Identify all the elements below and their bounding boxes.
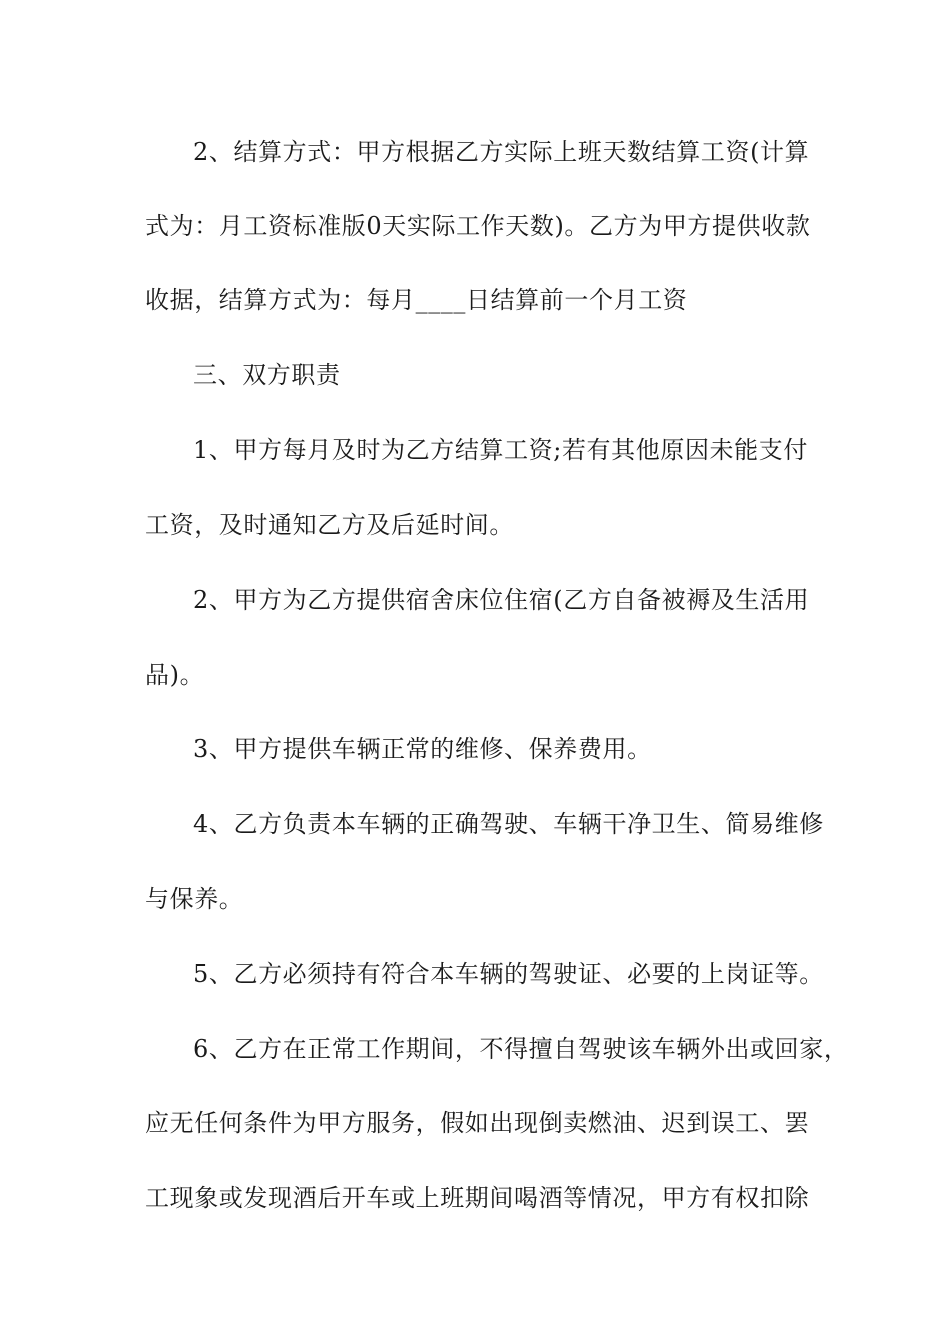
- duty-2-line-2: 品)。: [145, 661, 205, 689]
- section-heading-duties: 三、双方职责: [193, 361, 341, 389]
- duty-1-line-1: 1、甲方每月及时为乙方结算工资;若有其他原因未能支付: [193, 436, 808, 464]
- clause-2-settlement-line-2: 式为：月工资标准版0天实际工作天数)。乙方为甲方提供收款: [145, 212, 811, 240]
- duty-6-line-2: 应无任何条件为甲方服务，假如出现倒卖燃油、迟到误工、罢: [145, 1109, 810, 1137]
- duty-6-line-3: 工现象或发现酒后开车或上班期间喝酒等情况，甲方有权扣除: [145, 1184, 810, 1212]
- duty-4-line-1: 4、乙方负责本车辆的正确驾驶、车辆干净卫生、简易维修: [193, 810, 824, 838]
- duty-2-line-1: 2、甲方为乙方提供宿舍床位住宿(乙方自备被褥及生活用: [193, 586, 810, 614]
- duty-1-line-2: 工资，及时通知乙方及后延时间。: [145, 511, 514, 539]
- clause-2-settlement-line-3: 收据，结算方式为：每月____日结算前一个月工资: [145, 286, 688, 314]
- duty-6-line-1: 6、乙方在正常工作期间，不得擅自驾驶该车辆外出或回家，: [193, 1035, 849, 1063]
- duty-5-line-1: 5、乙方必须持有符合本车辆的驾驶证、必要的上岗证等。: [193, 960, 824, 988]
- duty-3-line-1: 3、甲方提供车辆正常的维修、保养费用。: [193, 735, 652, 763]
- duty-4-line-2: 与保养。: [145, 885, 244, 913]
- clause-2-settlement-line-1: 2、结算方式：甲方根据乙方实际上班天数结算工资(计算: [193, 138, 810, 166]
